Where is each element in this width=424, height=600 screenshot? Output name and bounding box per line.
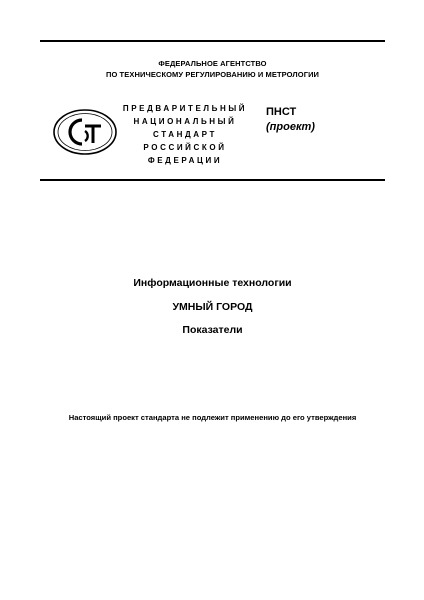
- draft-status: (проект): [266, 121, 315, 133]
- agency-name-line-1: ФЕДЕРАЛЬНОЕ АГЕНТСТВО: [158, 59, 267, 68]
- standard-type-line: НАЦИОНАЛЬНЫЙ: [133, 117, 237, 126]
- agency-name-line-2: ПО ТЕХНИЧЕСКОМУ РЕГУЛИРОВАНИЮ И МЕТРОЛОГИИ: [105, 70, 320, 79]
- standard-type-line: ПРЕДВАРИТЕЛЬНЫЙ: [122, 104, 248, 113]
- top-rule: [40, 40, 385, 42]
- bottom-rule: [40, 179, 385, 181]
- standard-type-line: ФЕДЕРАЦИИ: [147, 156, 223, 165]
- gost-r-seal-icon: [52, 107, 118, 157]
- document-title-line-1: Информационные технологии: [133, 277, 292, 289]
- standard-code: ПНСТ: [266, 106, 297, 118]
- document-title-line-2: УМНЫЙ ГОРОД: [172, 301, 253, 313]
- document-title-line-3: Показатели: [182, 324, 243, 336]
- standard-type-line: РОССИЙСКОЙ: [143, 143, 227, 152]
- approval-notice: Настоящий проект стандарта не подлежит применению до его утверждения: [68, 413, 357, 422]
- standard-type-line: СТАНДАРТ: [153, 130, 217, 139]
